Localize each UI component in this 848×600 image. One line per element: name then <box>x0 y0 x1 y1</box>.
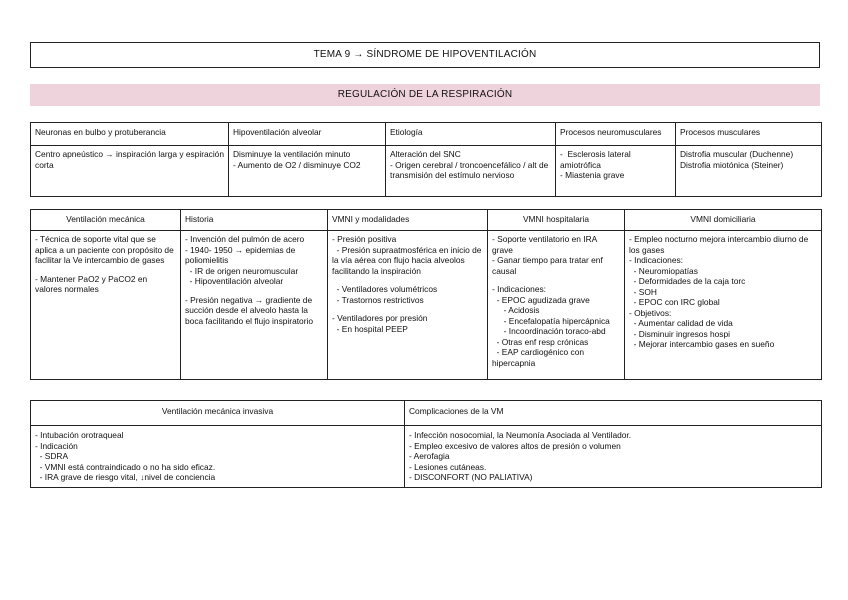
cell-line: - Presión negativa → gradiente de succión desde el alveolo hasta la boca facilitando el flujo inspiratorio <box>185 294 315 326</box>
table-cell <box>556 146 676 197</box>
cell-line: - Objetivos: <box>629 307 672 318</box>
header-cell: Procesos neuromusculares <box>556 123 676 146</box>
cell-line: - IRA grave de riesgo vital, ↓nivel de conciencia <box>35 472 216 482</box>
cell-line: - Empleo nocturno mejora intercambio diurno de los gases <box>629 234 811 255</box>
cell-line: - Origen cerebral / troncoencefálico / alt de transmisión del estímulo nervioso <box>390 159 551 180</box>
cell-gap <box>35 266 176 274</box>
table-cell <box>31 426 405 488</box>
header-cell: Etiología <box>386 123 556 146</box>
cell-line: - Trastornos restrictivos <box>332 294 424 305</box>
table-cell <box>181 231 328 380</box>
cell-line: - Aumentar calidad de vida <box>629 318 733 328</box>
cell-line: - Mejorar intercambio gases en sueño <box>629 339 775 349</box>
cell-line: Disminuye la ventilación minuto <box>233 149 351 159</box>
header-cell: VMNI domiciliaria <box>625 210 822 231</box>
cell-line: - IR de origen neuromuscular <box>185 265 299 276</box>
header-cell: VMNI hospitalaria <box>488 210 625 231</box>
cell-line: - VMNI está contraindicado o no ha sido eficaz. <box>35 461 216 472</box>
header-cell: Historia <box>181 210 328 231</box>
cell-line: Alteración del SNC <box>390 149 461 159</box>
table-cell <box>229 146 386 197</box>
cell-line: - Otras enf resp crónicas <box>492 336 589 347</box>
table-cell <box>386 146 556 197</box>
cell-line: Distrofia miotónica (Steiner) <box>680 159 784 170</box>
cell-line: - En hospital PEEP <box>332 323 408 334</box>
table-row <box>31 426 822 488</box>
table-cell <box>676 146 822 197</box>
header-cell: Hipoventilación alveolar <box>229 123 386 146</box>
cell-line: - Miastenia grave <box>560 170 625 180</box>
cell-line: - Mantener PaO2 y PaCO2 en valores normales <box>35 273 150 294</box>
table-cell <box>31 231 181 380</box>
cell-line: - SDRA <box>35 451 69 461</box>
cell-line: - Deformidades de la caja torc <box>629 276 746 286</box>
cell-gap <box>185 287 323 295</box>
table-header-row <box>31 210 822 231</box>
cell-line: - Neuromiopatías <box>629 265 698 276</box>
cell-line: - Encefalopatía hipercápnica <box>492 315 610 326</box>
table-cell <box>488 231 625 380</box>
table-cell <box>625 231 822 380</box>
cell-line: - DISCONFORT (NO PALIATIVA) <box>409 472 533 482</box>
page-title: TEMA 9 → SÍNDROME DE HIPOVENTILACIÓN <box>30 42 820 68</box>
table-row <box>31 231 822 380</box>
cell-line: - Empleo excesivo de valores altos de presión o volumen <box>409 440 621 451</box>
cell-line: - Ventiladores por presión <box>332 313 428 323</box>
table-cell <box>328 231 488 380</box>
header-cell: Ventilación mecánica invasiva <box>31 401 405 426</box>
cell-line: - Técnica de soporte vital que se aplica a un paciente con propósito de facilitar la Ve intercambio de gases <box>35 234 177 265</box>
cell-line: - EPOC con IRC global <box>629 297 720 307</box>
table-header-row <box>31 123 822 146</box>
header-cell: Complicaciones de la VM <box>405 401 822 426</box>
cell-line: - Aerofagia <box>409 451 450 461</box>
cell-line: - Presión positiva <box>332 234 397 244</box>
cell-line: - EPOC agudizada grave <box>492 294 590 305</box>
regulation-table <box>30 122 822 197</box>
table-header-row <box>31 401 822 426</box>
cell-line: Centro apneústico → inspiración larga y espiración corta <box>35 149 227 170</box>
cell-line: - Intubación orotraqueal <box>35 430 124 440</box>
table-cell <box>405 426 822 488</box>
cell-line: - Ventiladores volumétricos <box>332 284 438 294</box>
cell-line: - Acidosis <box>492 305 540 315</box>
header-cell: Procesos musculares <box>676 123 822 146</box>
section-title: REGULACIÓN DE LA RESPIRACIÓN <box>30 84 820 106</box>
cell-gap <box>332 276 483 284</box>
cell-line: - Lesiones cutáneas. <box>409 461 487 472</box>
cell-line: - 1940- 1950 → epidemias de poliomielitis <box>185 244 298 265</box>
cell-line: - Invención del pulmón de acero <box>185 234 305 244</box>
header-cell: VMNI y modalidades <box>328 210 488 231</box>
cell-line: - Disminuir ingresos hospi <box>629 328 731 339</box>
cell-line: - Indicaciones: <box>629 255 683 265</box>
header-cell: Neuronas en bulbo y protuberancia <box>31 123 229 146</box>
cell-line: - Indicación <box>35 440 78 451</box>
header-cell: Ventilación mecánica <box>31 210 181 231</box>
cell-line: - Esclerosis lateral amiotrófica <box>560 149 634 170</box>
cell-line: Distrofia muscular (Duchenne) <box>680 149 794 159</box>
cell-line: - SOH <box>629 286 657 297</box>
cell-line: - EAP cardiogénico con hipercapnia <box>492 347 587 368</box>
cell-line: - Aumento de O2 / disminuye CO2 <box>233 159 361 170</box>
table-row <box>31 146 822 197</box>
cell-line: - Indicaciones: <box>492 284 546 294</box>
ventilation-table <box>30 209 822 380</box>
table-cell <box>31 146 229 197</box>
cell-line: - Ganar tiempo para tratar enf causal <box>492 255 606 276</box>
cell-line: - Presión supraatmosférica en inicio de la vía aérea con flujo hacia alveolos facilitando la inspiración <box>332 244 484 276</box>
cell-gap <box>492 276 620 284</box>
cell-line: - Soporte ventilatorio en IRA grave <box>492 234 600 255</box>
cell-line: - Infección nosocomial, la Neumonía Asociada al Ventilador. <box>409 430 632 440</box>
cell-line: - Hipoventilación alveolar <box>185 276 284 286</box>
cell-line: - Incoordinación toraco-abd <box>492 326 606 336</box>
invasive-ventilation-table <box>30 400 822 488</box>
cell-gap <box>332 305 483 313</box>
